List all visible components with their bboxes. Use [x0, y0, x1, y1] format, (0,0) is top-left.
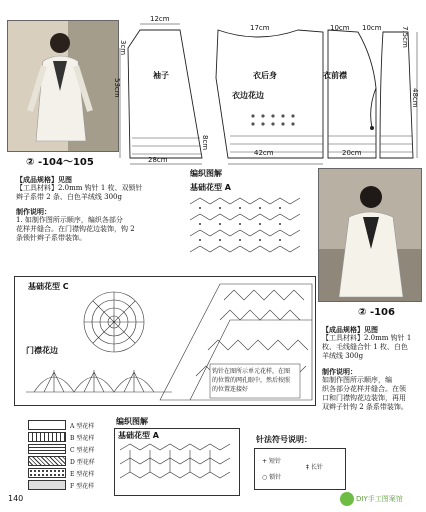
model-figure-illustration [8, 21, 118, 151]
legend-label-e: E 型花样 [70, 470, 95, 478]
piece-edge-label: 衣边花边 [232, 91, 264, 100]
right-method-1: 如制作图所示顺序，编 [322, 376, 392, 384]
right-spec: 【成品规格】见图 [322, 325, 378, 334]
model-photo-104 [7, 20, 119, 152]
legend-swatch-a [28, 420, 66, 430]
symbol-dc-label: 长针 [310, 464, 323, 471]
symbols-box [254, 448, 346, 490]
model-figure-illustration-2 [319, 169, 421, 301]
pattern-a-title-top: 基础花型 A [190, 183, 231, 192]
right-method-3: 口和门襟钩花边装饰，再用 [322, 394, 406, 402]
right-tools-1: 【工具材料】2.0mm 钩针 1 [322, 334, 412, 342]
edge-title: 门襟花边 [26, 346, 58, 355]
dim-10cm-a: 10cm [330, 24, 350, 32]
leaf-icon [340, 492, 354, 506]
dim-3cm: 3cm [119, 40, 127, 56]
diagram-title-bottom: 编织图解 [116, 417, 148, 426]
watermark-logo [340, 490, 424, 508]
symbol-sc-label: 短针 [268, 458, 281, 465]
method-title: 制作说明： [16, 207, 51, 216]
spec-line: 【成品规格】见图 [16, 175, 72, 184]
crochet-chart-a-top [186, 194, 306, 264]
legend-swatch-f [28, 480, 66, 490]
pattern-legend [28, 420, 106, 490]
model-code-106: ② -106 [358, 307, 395, 318]
dim-48cm: 48cm [411, 88, 419, 108]
dim-10cm-b: 10cm [362, 24, 382, 32]
legend-swatch-c [28, 444, 66, 454]
piece-sleeve-label: 袖子 [153, 71, 169, 80]
model-code-104: ② -104～105 [26, 157, 94, 168]
dim-42cm: 42cm [254, 149, 274, 157]
note-line-1: 钩针在图所示单元花样，在图 [212, 368, 291, 375]
piece-back-label: 衣后身 [253, 71, 277, 80]
dim-53cm: 53cm [113, 78, 121, 98]
legend-swatch-e [28, 468, 66, 478]
legend-swatch-d [28, 456, 66, 466]
dim-20cm: 20cm [342, 149, 362, 157]
right-method-4: 双辫子针钩 2 条系带装饰。 [322, 403, 408, 411]
watermark-text: DIY手工图案馆 [356, 495, 403, 503]
right-tools-2: 枚、毛线缝合针 1 枚、白色 [322, 343, 408, 351]
diagonal-note [212, 366, 302, 393]
tools-line-2: 辫子系带 2 条、白色羊绒线 300g [16, 193, 122, 201]
symbol-ch [262, 472, 281, 481]
dim-28cm: 28cm [148, 156, 168, 164]
page-number: 140 [8, 494, 24, 503]
dim-7-5cm: 7.5cm [401, 26, 409, 48]
model-photo-106 [318, 168, 422, 302]
symbol-dc [306, 462, 323, 471]
legend-item-f [28, 480, 106, 490]
legend-item-a [28, 420, 106, 430]
diagram-title-top: 编织图解 [190, 169, 222, 178]
legend-item-d [28, 456, 106, 466]
legend-item-e [28, 468, 106, 478]
dim-17cm: 17cm [250, 24, 270, 32]
symbol-ch-label: 锁针 [269, 474, 282, 481]
right-tools-3: 羊绒线 300g [322, 352, 364, 360]
legend-swatch-b [28, 432, 66, 442]
method-line-1: 1. 如制作图所示顺序，编织各部分 [16, 216, 123, 224]
tools-line-1: 【工具材料】2.0mm 钩针 1 枚、双锁针 [16, 184, 143, 192]
pattern-c-motif [66, 290, 162, 354]
pattern-a-title-bottom: 基础花型 A [118, 431, 159, 440]
dim-12cm-a: 12cm [150, 15, 170, 23]
oval-icon: ○ [262, 474, 268, 481]
legend-label-a: A 型花样 [70, 422, 95, 430]
method-line-2: 花样并缝合。在门襟钩花边装饰，钩 2 [16, 225, 135, 233]
legend-item-b [28, 432, 106, 442]
method-line-3: 条锁针辫子系带装饰。 [16, 234, 86, 242]
left-instructions [16, 175, 184, 243]
legend-label-b: B 型花样 [70, 434, 95, 442]
note-line-2: 的位置的网孔眼中，然后按照 [212, 377, 291, 384]
pattern-c-title: 基础花型 C [28, 282, 69, 291]
right-method-title: 制作说明： [322, 367, 357, 376]
legend-label-c: C 型花样 [70, 446, 95, 454]
dim-8cm: 8cm [201, 135, 209, 151]
note-line-3: 的位置连接好 [212, 386, 249, 393]
legend-label-f: F 型花样 [70, 482, 95, 490]
legend-item-c [28, 444, 106, 454]
symbol-sc [262, 456, 281, 465]
legend-label-d: D 型花样 [70, 458, 95, 466]
crochet-chart-a-bottom [118, 442, 234, 492]
tall-stitch-icon: ‡ [306, 464, 309, 471]
symbols-title: 针法符号说明： [256, 435, 312, 444]
plus-icon: + [262, 458, 268, 465]
right-instructions [322, 325, 422, 412]
piece-front-label: 衣前襟 [323, 71, 347, 80]
right-method-2: 织各部分花样并缝合。在领 [322, 385, 406, 393]
garment-schematic [118, 18, 423, 168]
